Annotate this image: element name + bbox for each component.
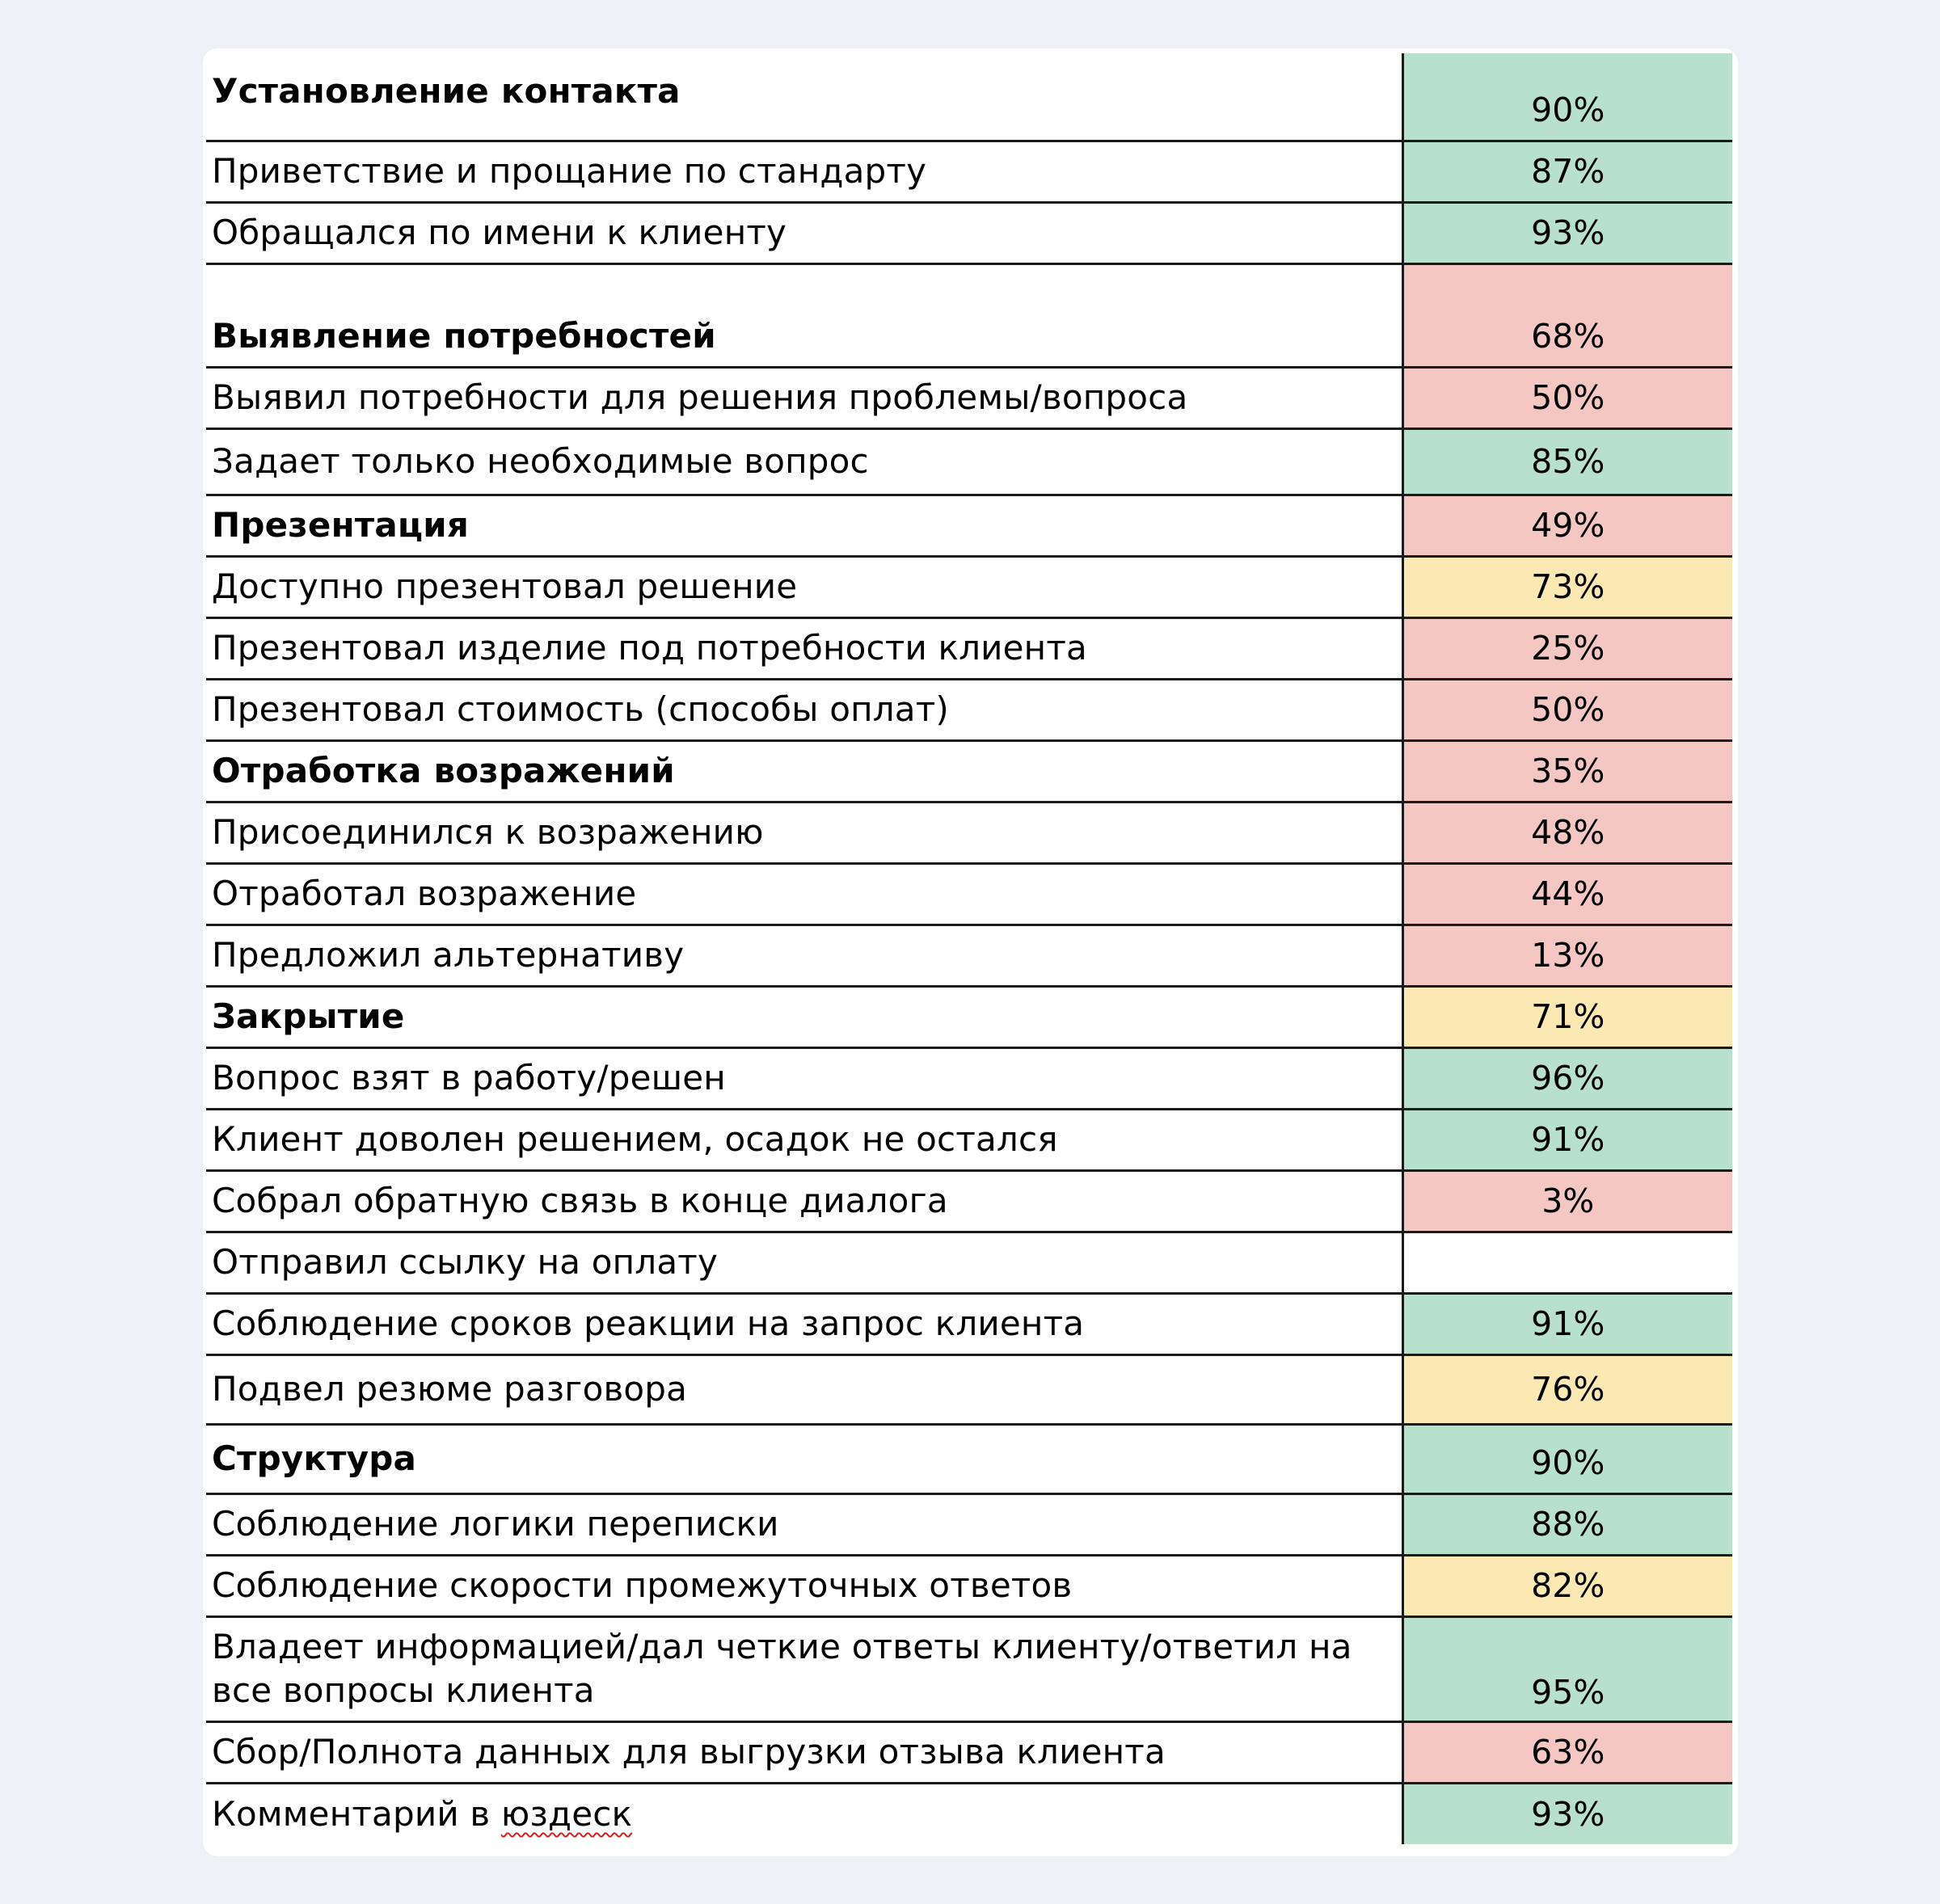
score-cell: 87% xyxy=(1402,141,1732,202)
score-cell: 71% xyxy=(1402,986,1732,1047)
criteria-row xyxy=(206,617,1732,679)
score-cell: 90% xyxy=(1402,1424,1732,1493)
criteria-label: Соблюдение логики переписки xyxy=(206,1493,1402,1555)
score-cell: 49% xyxy=(1402,495,1732,556)
criteria-row xyxy=(206,367,1732,428)
criteria-row xyxy=(206,1721,1732,1783)
criteria-row xyxy=(206,802,1732,863)
score-cell: 96% xyxy=(1402,1047,1732,1109)
score-cell: 93% xyxy=(1402,202,1732,263)
criteria-label: Комментарий в юздеск xyxy=(212,1793,633,1834)
score-table xyxy=(206,53,1732,1844)
section-row xyxy=(206,740,1732,802)
criteria-row xyxy=(206,1493,1732,1555)
section-title: Структура xyxy=(206,1424,1402,1493)
criteria-label: Обращался по имени к клиенту xyxy=(206,202,1402,263)
score-cell: 3% xyxy=(1402,1170,1732,1232)
score-table-body xyxy=(206,53,1732,1844)
criteria-row xyxy=(206,1783,1732,1844)
criteria-row xyxy=(206,202,1732,263)
criteria-label: Предложил альтернативу xyxy=(206,925,1402,986)
criteria-row xyxy=(206,925,1732,986)
section-title: Выявление потребностей xyxy=(206,263,1402,367)
score-cell: 63% xyxy=(1402,1721,1732,1783)
score-cell: 88% xyxy=(1402,1493,1732,1555)
score-cell: 44% xyxy=(1402,863,1732,925)
criteria-label: Презентовал изделие под потребности клиента xyxy=(206,617,1402,679)
section-title: Презентация xyxy=(206,495,1402,556)
criteria-row xyxy=(206,1354,1732,1424)
score-cell: 95% xyxy=(1402,1616,1732,1721)
score-cell: 50% xyxy=(1402,679,1732,740)
criteria-label: Владеет информацией/дал четкие ответы клиенту/ответил на все вопросы клиента xyxy=(206,1616,1402,1721)
section-title: Установление контакта xyxy=(206,53,1402,141)
score-cell: 73% xyxy=(1402,556,1732,617)
criteria-label: Подвел резюме разговора xyxy=(206,1354,1402,1424)
criteria-row xyxy=(206,428,1732,495)
score-cell: 48% xyxy=(1402,802,1732,863)
score-cell: 91% xyxy=(1402,1293,1732,1354)
criteria-row xyxy=(206,1170,1732,1232)
section-title: Отработка возражений xyxy=(206,740,1402,802)
score-cell: 91% xyxy=(1402,1109,1732,1170)
section-row xyxy=(206,1424,1732,1493)
criteria-row xyxy=(206,1616,1732,1721)
section-title: Закрытие xyxy=(206,986,1402,1047)
criteria-row xyxy=(206,679,1732,740)
score-cell: 50% xyxy=(1402,367,1732,428)
section-row xyxy=(206,986,1732,1047)
criteria-label: Приветствие и прощание по стандарту xyxy=(206,141,1402,202)
score-cell: 85% xyxy=(1402,428,1732,495)
section-row xyxy=(206,495,1732,556)
section-row xyxy=(206,53,1732,141)
criteria-row xyxy=(206,863,1732,925)
criteria-label: Соблюдение скорости промежуточных ответов xyxy=(206,1555,1402,1616)
spellcheck-flagged-word: юздеск xyxy=(500,1793,633,1834)
criteria-label: Доступно презентовал решение xyxy=(206,556,1402,617)
criteria-row xyxy=(206,1109,1732,1170)
criteria-label: Отправил ссылку на оплату xyxy=(206,1232,1402,1293)
criteria-label: Отработал возражение xyxy=(206,863,1402,925)
criteria-row xyxy=(206,1555,1732,1616)
criteria-row xyxy=(206,556,1732,617)
score-cell: 25% xyxy=(1402,617,1732,679)
criteria-label: Выявил потребности для решения проблемы/вопроса xyxy=(206,367,1402,428)
criteria-row xyxy=(206,1047,1732,1109)
criteria-label: Сбор/Полнота данных для выгрузки отзыва клиента xyxy=(206,1721,1402,1783)
score-cell: 93% xyxy=(1402,1783,1732,1844)
criteria-row xyxy=(206,1232,1732,1293)
criteria-row xyxy=(206,1293,1732,1354)
criteria-label: Вопрос взят в работу/решен xyxy=(206,1047,1402,1109)
section-row xyxy=(206,263,1732,367)
criteria-label: Клиент доволен решением, осадок не остался xyxy=(206,1109,1402,1170)
score-cell: 13% xyxy=(1402,925,1732,986)
score-cell: 82% xyxy=(1402,1555,1732,1616)
criteria-row xyxy=(206,141,1732,202)
score-cell: 68% xyxy=(1402,263,1732,367)
criteria-label: Собрал обратную связь в конце диалога xyxy=(206,1170,1402,1232)
criteria-label: Презентовал стоимость (способы оплат) xyxy=(206,679,1402,740)
score-cell: 90% xyxy=(1402,53,1732,141)
score-cell: 35% xyxy=(1402,740,1732,802)
score-cell xyxy=(1402,1232,1732,1293)
criteria-label: Задает только необходимые вопрос xyxy=(206,428,1402,495)
criteria-label: Соблюдение сроков реакции на запрос клиента xyxy=(206,1293,1402,1354)
score-cell: 76% xyxy=(1402,1354,1732,1424)
criteria-label: Присоединился к возражению xyxy=(206,802,1402,863)
